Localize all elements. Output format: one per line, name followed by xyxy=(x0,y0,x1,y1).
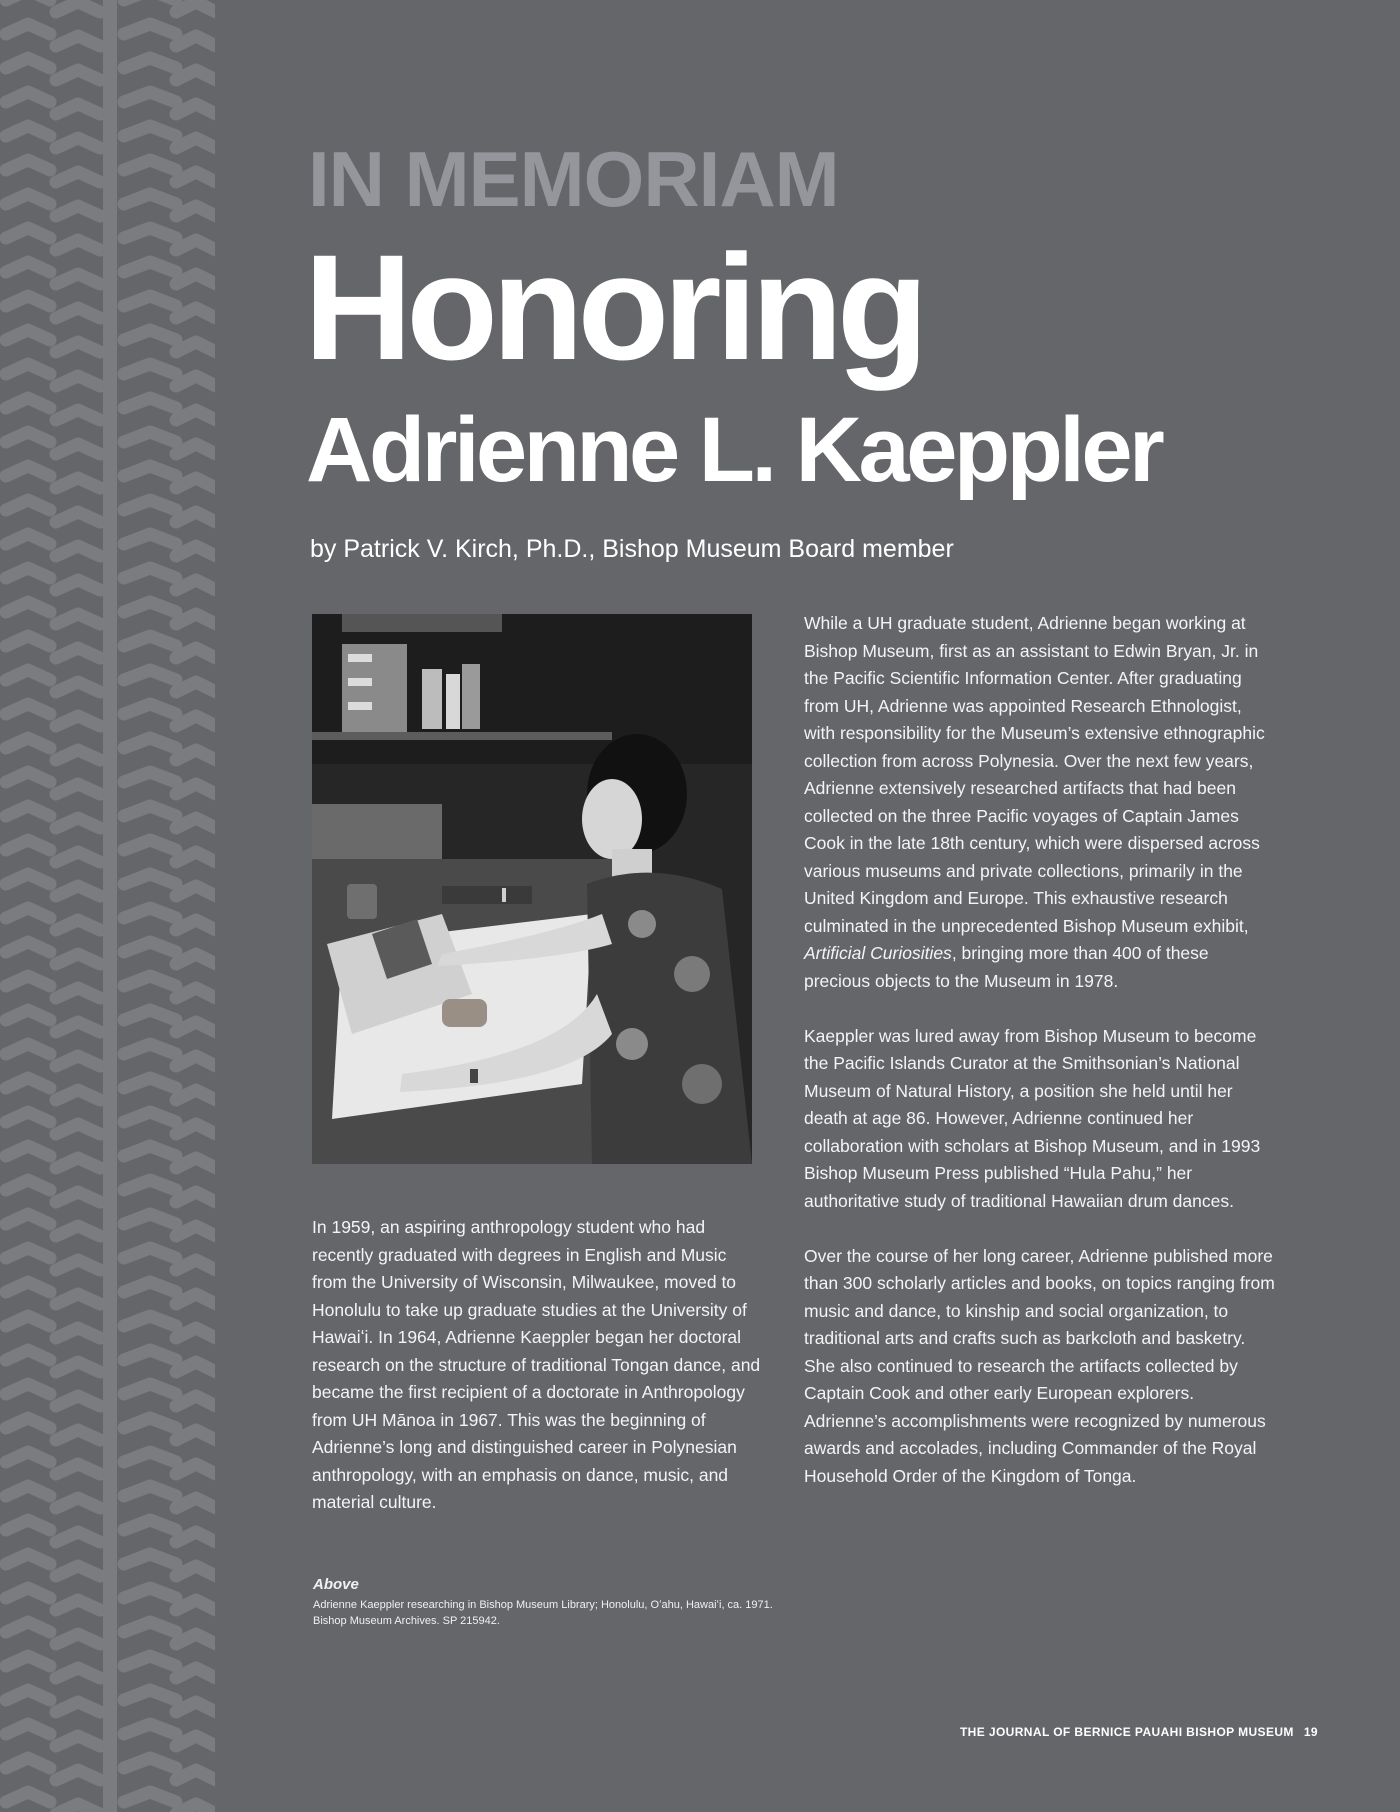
chevron-mark xyxy=(124,840,176,850)
chevron-mark xyxy=(124,262,176,272)
chevron-mark xyxy=(6,1486,50,1496)
chevron-mark xyxy=(176,240,215,250)
chevron-mark xyxy=(176,1226,215,1236)
chevron-mark xyxy=(124,1214,176,1224)
chevron-mark xyxy=(176,988,215,998)
chevron-mark xyxy=(6,704,50,714)
caption-label: Above xyxy=(313,1576,359,1593)
chevron-mark xyxy=(176,2,215,12)
article-title-line-1: Honoring xyxy=(304,223,923,391)
chevron-mark xyxy=(56,1600,100,1610)
chevron-mark xyxy=(6,942,50,952)
chevron-mark xyxy=(176,1158,215,1168)
chevron-mark xyxy=(124,126,176,136)
chevron-mark xyxy=(6,1384,50,1394)
chevron-mark xyxy=(124,1656,176,1666)
caption-line-2: Bishop Museum Archives. SP 215942. xyxy=(313,1615,500,1627)
chevron-mark xyxy=(56,546,100,556)
chevron-mark xyxy=(176,104,215,114)
chevron-mark xyxy=(56,1090,100,1100)
chevron-mark xyxy=(56,716,100,726)
chevron-mark xyxy=(56,1158,100,1168)
body-paragraph: Over the course of her long career, Adrienne published more than 300 scholarly articles and books, on topics ranging from music and dance, to kinship and social organization, to traditional arts and crafts such as barkcloth and basketry. She also continued to research the artifacts collected by Captain Cook and other early European explorers. Adrienne’s accomplishments were recognized by numerous awards and accolades, including Commander of the Royal Household Order of the Kingdom of Tonga. xyxy=(804,1245,1275,1486)
photo-caption xyxy=(313,1576,833,1629)
section-kicker: IN MEMORIAM xyxy=(308,135,839,223)
chevron-mark xyxy=(56,784,100,794)
chevron-mark xyxy=(56,138,100,148)
chevron-mark xyxy=(124,1180,176,1190)
chevron-mark xyxy=(6,1554,50,1564)
chevron-mark xyxy=(124,1044,176,1054)
chevron-mark xyxy=(56,1634,100,1644)
chevron-mark xyxy=(6,636,50,646)
chevron-mark xyxy=(176,206,215,216)
chevron-mark xyxy=(124,568,176,578)
chevron-mark xyxy=(6,1010,50,1020)
chevron-mark xyxy=(56,240,100,250)
chevron-mark xyxy=(176,1464,215,1474)
chevron-mark xyxy=(176,886,215,896)
chevron-mark xyxy=(6,364,50,374)
chevron-mark xyxy=(176,1498,215,1508)
chevron-mark xyxy=(56,1226,100,1236)
chevron-mark xyxy=(6,432,50,442)
chevron-mark xyxy=(56,1804,100,1812)
chevron-mark xyxy=(176,750,215,760)
chevron-mark xyxy=(6,806,50,816)
chevron-mark xyxy=(6,58,50,68)
chevron-mark xyxy=(6,772,50,782)
chevron-mark xyxy=(6,874,50,884)
chevron-mark xyxy=(124,92,176,102)
chevron-mark xyxy=(6,1316,50,1326)
chevron-mark xyxy=(176,1634,215,1644)
chevron-mark xyxy=(124,602,176,612)
chevron-mark xyxy=(176,1736,215,1746)
chevron-mark xyxy=(6,840,50,850)
chevron-mark xyxy=(176,614,215,624)
body-paragraph xyxy=(804,610,1276,995)
chevron-mark xyxy=(124,534,176,544)
chevron-mark xyxy=(176,410,215,420)
body-text-span: , bringing more than 400 of these precious objects to the Museum in 1978. xyxy=(804,943,1209,991)
chevron-mark xyxy=(56,954,100,964)
chevron-mark xyxy=(124,1112,176,1122)
chevron-mark xyxy=(56,2,100,12)
chevron-mark xyxy=(176,444,215,454)
chevron-mark xyxy=(56,512,100,522)
chevron-mark xyxy=(56,852,100,862)
chevron-mark xyxy=(56,1294,100,1304)
chevron-mark xyxy=(124,364,176,374)
chevron-mark xyxy=(6,602,50,612)
chevron-mark xyxy=(176,1804,215,1812)
chevron-mark xyxy=(6,568,50,578)
chevron-mark xyxy=(124,1010,176,1020)
chevron-mark xyxy=(124,330,176,340)
chevron-mark xyxy=(124,1520,176,1530)
chevron-mark xyxy=(6,500,50,510)
chevron-mark xyxy=(124,432,176,442)
chevron-mark xyxy=(124,398,176,408)
chevron-mark xyxy=(176,1022,215,1032)
chevron-mark xyxy=(56,444,100,454)
chevron-mark xyxy=(6,262,50,272)
chevron-mark xyxy=(56,274,100,284)
chevron-mark xyxy=(176,512,215,522)
chevron-mark xyxy=(56,648,100,658)
chevron-mark xyxy=(56,1770,100,1780)
chevron-mark xyxy=(124,1486,176,1496)
chevron-mark xyxy=(56,1396,100,1406)
chevron-mark xyxy=(124,976,176,986)
page-footer xyxy=(960,1725,1318,1739)
chevron-mark xyxy=(6,670,50,680)
chevron-mark xyxy=(124,1724,176,1734)
article-body-left-column xyxy=(312,1214,764,1517)
chevron-mark xyxy=(176,784,215,794)
chevron-mark xyxy=(6,466,50,476)
chevron-mark xyxy=(176,954,215,964)
byline: by Patrick V. Kirch, Ph.D., Bishop Museum Board member xyxy=(310,535,954,563)
chevron-mark xyxy=(176,308,215,318)
chevron-mark xyxy=(56,206,100,216)
chevron-mark xyxy=(6,160,50,170)
chevron-mark xyxy=(56,682,100,692)
chevron-mark xyxy=(6,534,50,544)
body-paragraph: Kaeppler was lured away from Bishop Museum to become the Pacific Islands Curator at the Smithsonian’s National Museum of Natural History, a position she held until her death at age 86. However, Adrienne continued her collaboration with scholars at Bishop Museum, and in 1993 Bishop Museum Press published “Hula Pahu,” her authoritative study of traditional Hawaiian drum dances. xyxy=(804,1025,1261,1211)
chevron-mark xyxy=(56,886,100,896)
chevron-mark xyxy=(124,874,176,884)
chevron-mark xyxy=(124,1792,176,1802)
chevron-mark xyxy=(6,976,50,986)
chevron-mark xyxy=(176,172,215,182)
chevron-mark xyxy=(176,580,215,590)
chevron-mark xyxy=(176,1090,215,1100)
chevron-mark xyxy=(176,70,215,80)
chevron-mark xyxy=(124,772,176,782)
chevron-mark xyxy=(176,1770,215,1780)
chevron-mark xyxy=(6,1690,50,1700)
chevron-mark xyxy=(176,682,215,692)
chevron-mark xyxy=(56,1192,100,1202)
chevron-mark xyxy=(56,614,100,624)
chevron-mark xyxy=(124,908,176,918)
chevron-mark xyxy=(6,330,50,340)
chevron-mark xyxy=(124,1452,176,1462)
chevron-mark xyxy=(56,1498,100,1508)
chevron-mark xyxy=(124,1554,176,1564)
chevron-mark xyxy=(124,942,176,952)
chevron-mark xyxy=(124,704,176,714)
chevron-mark xyxy=(176,1566,215,1576)
chevron-mark xyxy=(124,466,176,476)
chevron-mark xyxy=(176,342,215,352)
chevron-mark xyxy=(176,1294,215,1304)
chevron-mark xyxy=(124,194,176,204)
chevron-mark xyxy=(56,172,100,182)
chevron-mark xyxy=(6,228,50,238)
chevron-mark xyxy=(176,274,215,284)
chevron-mark xyxy=(6,1724,50,1734)
chevron-mark xyxy=(56,1668,100,1678)
chevron-mark xyxy=(56,1022,100,1032)
chevron-mark xyxy=(124,1350,176,1360)
chevron-mark xyxy=(124,738,176,748)
chevron-mark xyxy=(124,1690,176,1700)
chevron-mark xyxy=(6,1112,50,1122)
chevron-mark xyxy=(124,670,176,680)
chevron-mark xyxy=(176,716,215,726)
chevron-mark xyxy=(124,1622,176,1632)
chevron-mark xyxy=(6,1452,50,1462)
article-body-right-column xyxy=(804,610,1276,1490)
chevron-mark xyxy=(56,1362,100,1372)
chevron-mark xyxy=(56,1736,100,1746)
chevron-mark xyxy=(124,500,176,510)
chevron-mark xyxy=(6,126,50,136)
chevron-mark xyxy=(6,908,50,918)
chevron-mark xyxy=(6,1180,50,1190)
chevron-mark xyxy=(56,342,100,352)
chevron-mark xyxy=(176,1668,215,1678)
chevron-mark xyxy=(6,92,50,102)
chevron-mark xyxy=(124,1146,176,1156)
chevron-mark xyxy=(176,376,215,386)
chevron-mark xyxy=(56,36,100,46)
chevron-mark xyxy=(6,1622,50,1632)
chevron-mark xyxy=(6,1248,50,1258)
chevron-mark xyxy=(6,1044,50,1054)
chevron-mark xyxy=(176,1362,215,1372)
chevron-mark xyxy=(56,920,100,930)
chevron-mark xyxy=(176,1124,215,1134)
chevron-mark xyxy=(6,1282,50,1292)
chevron-mark xyxy=(124,806,176,816)
chevron-mark xyxy=(56,1464,100,1474)
chevron-mark xyxy=(56,1056,100,1066)
chevron-mark xyxy=(6,1350,50,1360)
chevron-mark xyxy=(6,1520,50,1530)
chevron-mark xyxy=(6,1588,50,1598)
chevron-mark xyxy=(56,1430,100,1440)
chevron-mark xyxy=(124,228,176,238)
chevron-mark xyxy=(124,636,176,646)
chevron-mark xyxy=(56,104,100,114)
chevron-mark xyxy=(176,1532,215,1542)
chevron-mark xyxy=(176,818,215,828)
chevron-mark xyxy=(176,920,215,930)
chevron-mark xyxy=(124,160,176,170)
chevron-mark xyxy=(6,194,50,204)
chevron-mark xyxy=(6,24,50,34)
chevron-mark xyxy=(56,410,100,420)
chevron-mark xyxy=(124,1758,176,1768)
chevron-mark xyxy=(6,1418,50,1428)
chevron-mark xyxy=(124,58,176,68)
chevron-mark xyxy=(124,1282,176,1292)
chevron-mark xyxy=(176,852,215,862)
chevron-mark xyxy=(56,1702,100,1712)
article-title-line-2: Adrienne L. Kaeppler xyxy=(306,399,1162,501)
chevron-mark xyxy=(176,1396,215,1406)
chevron-mark xyxy=(176,546,215,556)
chevron-mark xyxy=(176,648,215,658)
chevron-mark xyxy=(6,1146,50,1156)
chevron-mark xyxy=(176,1430,215,1440)
chevron-mark xyxy=(56,1532,100,1542)
chevron-mark xyxy=(56,1328,100,1338)
chevron-pattern-graphic xyxy=(0,0,215,1812)
chevron-mark xyxy=(56,988,100,998)
chevron-mark xyxy=(6,296,50,306)
body-paragraph: In 1959, an aspiring anthropology student who had recently graduated with degrees in English and Music from the University of Wisconsin, Milwaukee, moved to Honolulu to take up graduate studies at the University of Hawaiʻi. In 1964, Adrienne Kaeppler began her doctoral research on the structure of traditional Tongan dance, and became the first recipient of a doctorate in Anthropology from UH Mānoa in 1967. This was the beginning of Adrienne’s long and distinguished career in Polynesian anthropology, with an emphasis on dance, music, and material culture. xyxy=(312,1217,761,1512)
chevron-mark xyxy=(176,36,215,46)
chevron-mark xyxy=(56,750,100,760)
chevron-mark xyxy=(56,376,100,386)
chevron-mark xyxy=(124,1418,176,1428)
decorative-chevron-pattern xyxy=(0,0,215,1812)
chevron-mark xyxy=(6,1078,50,1088)
chevron-mark xyxy=(176,1192,215,1202)
chevron-mark xyxy=(124,1078,176,1088)
chevron-mark xyxy=(176,138,215,148)
chevron-mark xyxy=(176,1600,215,1610)
body-text-span: While a UH graduate student, Adrienne began working at Bishop Museum, first as an assistant to Edwin Bryan, Jr. in the Pacific Scientific Information Center. After graduating from UH, Adrienne was appointed Research Ethnologist, with responsibility for the Museum’s extensive ethnographic collection from across Polynesia. Over the next few years, Adrienne extensively researched artifacts that had been collected on the three Pacific voyages of Captain James Cook in the late 18th century, which were dispersed across various museums and private collections, primarily in the United Kingdom and Europe. This exhaustive research culminated in the unprecedented Bishop Museum exhibit, xyxy=(804,613,1265,936)
chevron-mark xyxy=(6,1758,50,1768)
chevron-mark xyxy=(56,818,100,828)
chevron-mark xyxy=(124,1384,176,1394)
caption-line-1: Adrienne Kaeppler researching in Bishop Museum Library; Honolulu, Oʻahu, Hawaiʻi, ca. 1971. xyxy=(313,1599,773,1611)
page-number: 19 xyxy=(1303,1725,1318,1739)
chevron-mark xyxy=(56,308,100,318)
chevron-mark xyxy=(6,738,50,748)
chevron-mark xyxy=(56,1260,100,1270)
chevron-mark xyxy=(6,1214,50,1224)
chevron-mark xyxy=(176,1702,215,1712)
chevron-mark xyxy=(124,296,176,306)
archival-photo xyxy=(312,614,752,1164)
chevron-mark xyxy=(56,70,100,80)
chevron-mark xyxy=(124,24,176,34)
chevron-mark xyxy=(56,1124,100,1134)
chevron-mark xyxy=(56,1566,100,1576)
chevron-mark xyxy=(6,1656,50,1666)
chevron-mark xyxy=(6,1792,50,1802)
chevron-mark xyxy=(124,1588,176,1598)
journal-name: THE JOURNAL OF BERNICE PAUAHI BISHOP MUSEUM xyxy=(959,1725,1294,1739)
chevron-mark xyxy=(6,398,50,408)
chevron-mark xyxy=(176,1260,215,1270)
exhibit-title: Artificial Curiosities xyxy=(804,943,952,963)
chevron-mark xyxy=(124,1316,176,1326)
chevron-mark xyxy=(56,580,100,590)
chevron-mark xyxy=(176,1056,215,1066)
chevron-mark xyxy=(176,478,215,488)
chevron-mark xyxy=(56,478,100,488)
chevron-mark xyxy=(124,1248,176,1258)
chevron-mark xyxy=(176,1328,215,1338)
